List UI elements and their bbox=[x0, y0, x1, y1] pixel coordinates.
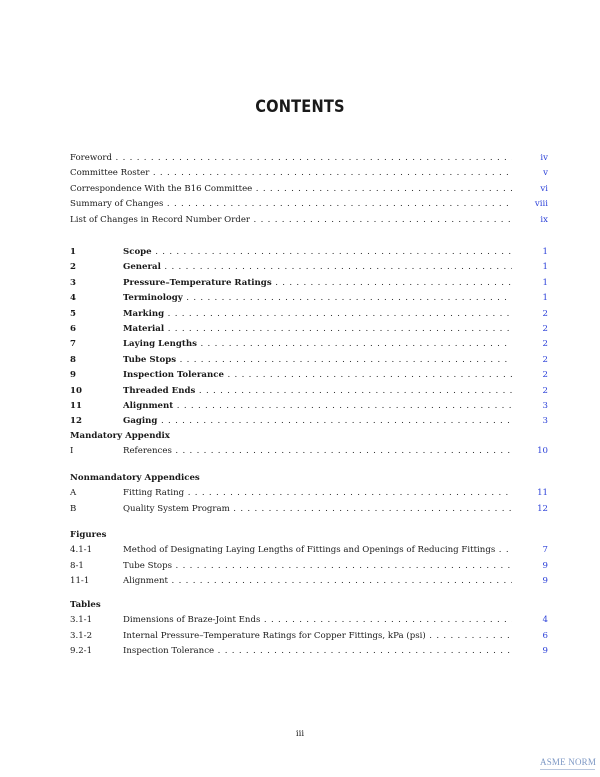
section-heading: Tables bbox=[70, 600, 101, 610]
toc-entry-section[interactable] bbox=[70, 245, 548, 260]
entry-label: Method of Designating Laying Lengths of Fittings and Openings of Reducing Fittings bbox=[123, 545, 496, 556]
watermark-logo bbox=[540, 757, 596, 770]
toc-entry-table[interactable] bbox=[70, 629, 548, 644]
entry-number: 4.1-1 bbox=[70, 545, 93, 556]
entry-label: Laying Lengths bbox=[123, 339, 197, 350]
entry-number: 6 bbox=[70, 323, 76, 334]
entry-label: Inspection Tolerance bbox=[123, 646, 215, 657]
toc-entry-section[interactable] bbox=[70, 414, 548, 429]
entry-label: List of Changes in Record Number Order bbox=[70, 214, 251, 225]
entry-label: Alignment bbox=[123, 400, 174, 411]
page-title: CONTENTS bbox=[255, 97, 345, 117]
page-link[interactable]: 9 bbox=[542, 560, 548, 571]
toc-entry-section[interactable] bbox=[70, 322, 548, 337]
entry-label: Marking bbox=[123, 308, 165, 319]
page-link[interactable]: 4 bbox=[542, 615, 548, 626]
entry-label: References bbox=[123, 446, 172, 457]
section-heading: Mandatory Appendix bbox=[70, 431, 170, 441]
page-link[interactable]: 2 bbox=[542, 354, 548, 365]
toc-entry-section[interactable] bbox=[70, 337, 548, 352]
toc-entry-foreword[interactable] bbox=[70, 151, 548, 166]
entry-number: A bbox=[70, 488, 77, 499]
toc-entry-table[interactable] bbox=[70, 613, 548, 628]
toc-entry-figure[interactable] bbox=[70, 543, 548, 558]
entry-label: Committee Roster bbox=[70, 168, 150, 179]
page-link[interactable]: 9 bbox=[542, 576, 548, 587]
page-link[interactable]: 6 bbox=[542, 630, 548, 641]
entry-number: 4 bbox=[70, 293, 76, 304]
entry-label: Fitting Rating bbox=[123, 488, 185, 499]
page-link[interactable]: 2 bbox=[542, 339, 548, 350]
toc-entry-section[interactable] bbox=[70, 276, 548, 291]
toc-nonmandatory-appendices bbox=[70, 471, 548, 517]
entry-label: Dimensions of Braze-Joint Ends bbox=[123, 615, 261, 626]
page-link[interactable]: 9 bbox=[542, 646, 548, 657]
watermark-text: ASME NORM bbox=[540, 757, 597, 767]
watermark-underline bbox=[540, 769, 595, 770]
entry-number: 9 bbox=[70, 370, 76, 381]
page-link[interactable]: 11 bbox=[537, 488, 548, 499]
entry-label: Tube Stops bbox=[123, 560, 173, 571]
toc-tables bbox=[70, 598, 548, 660]
page-link[interactable]: ix bbox=[540, 214, 548, 225]
entry-number: 8-1 bbox=[70, 560, 84, 571]
toc-entry-section[interactable] bbox=[70, 307, 548, 322]
page-link[interactable]: 2 bbox=[542, 370, 548, 381]
entry-label: Correspondence With the B16 Committee bbox=[70, 183, 253, 194]
toc-entry-appendix[interactable] bbox=[70, 502, 548, 517]
page-link[interactable]: 1 bbox=[542, 247, 548, 257]
page-link[interactable]: 10 bbox=[537, 446, 548, 457]
page-link[interactable]: 2 bbox=[542, 323, 548, 334]
toc-entry-section[interactable] bbox=[70, 384, 548, 399]
entry-number: 11-1 bbox=[70, 576, 90, 587]
section-heading: Nonmandatory Appendices bbox=[70, 473, 200, 483]
entry-number: 2 bbox=[70, 262, 76, 273]
entry-number: 10 bbox=[70, 385, 82, 396]
entry-number: 3 bbox=[70, 277, 76, 288]
entry-label: Terminology bbox=[123, 293, 183, 304]
toc-figures bbox=[70, 528, 548, 590]
page-link[interactable]: 2 bbox=[542, 308, 548, 319]
entry-label: Summary of Changes bbox=[70, 199, 164, 210]
entry-label: Quality System Program bbox=[123, 503, 230, 514]
page-number: iii bbox=[295, 729, 305, 739]
entry-number: 3.1-2 bbox=[70, 630, 93, 641]
toc-entry-figure[interactable] bbox=[70, 559, 548, 574]
entry-label: Alignment bbox=[123, 576, 168, 587]
toc-sections bbox=[70, 245, 548, 430]
page-link[interactable]: viii bbox=[534, 199, 548, 210]
section-heading: Figures bbox=[70, 530, 107, 540]
toc-entry-section[interactable] bbox=[70, 260, 548, 275]
page-link[interactable]: 1 bbox=[542, 293, 548, 304]
entry-label: Pressure–Temperature Ratings bbox=[123, 277, 272, 288]
entry-label: Inspection Tolerance bbox=[123, 370, 224, 381]
page-link[interactable]: iv bbox=[540, 153, 548, 163]
entry-number: 8 bbox=[70, 354, 76, 365]
toc-entry-section[interactable] bbox=[70, 368, 548, 383]
page-link[interactable]: vi bbox=[540, 183, 548, 194]
entry-label: Material bbox=[123, 323, 165, 334]
entry-number: 9.2-1 bbox=[70, 646, 93, 657]
page-link[interactable]: 12 bbox=[537, 503, 548, 514]
entry-number: 5 bbox=[70, 308, 76, 319]
page-link[interactable]: 1 bbox=[542, 262, 548, 273]
entry-label: Threaded Ends bbox=[123, 385, 196, 396]
toc-mandatory-appendix bbox=[70, 429, 548, 460]
toc-entry-section[interactable] bbox=[70, 353, 548, 368]
entry-number: I bbox=[70, 446, 74, 457]
toc-entry-list-of-changes[interactable] bbox=[70, 213, 548, 228]
toc-entry-correspondence[interactable] bbox=[70, 182, 548, 197]
entry-number: B bbox=[70, 503, 77, 514]
entry-number: 12 bbox=[70, 416, 82, 427]
toc-entry-appendix[interactable] bbox=[70, 486, 548, 501]
toc-entry-section[interactable] bbox=[70, 399, 548, 414]
entry-label: General bbox=[123, 262, 161, 273]
entry-label: Foreword bbox=[70, 153, 112, 163]
toc-entry-figure[interactable] bbox=[70, 574, 548, 589]
page-link[interactable]: 7 bbox=[542, 545, 548, 556]
entry-label: Tube Stops bbox=[123, 354, 177, 365]
entry-label: Internal Pressure–Temperature Ratings for Copper Fittings, kPa (psi) bbox=[123, 630, 426, 641]
entry-label: Gaging bbox=[123, 416, 158, 427]
toc-entry-section[interactable] bbox=[70, 291, 548, 306]
page-link[interactable]: 2 bbox=[542, 385, 548, 396]
page-link[interactable]: 3 bbox=[542, 400, 548, 411]
toc-entry-summary-of-changes[interactable] bbox=[70, 197, 548, 212]
entry-number: 7 bbox=[70, 339, 76, 350]
toc-entry-table[interactable] bbox=[70, 644, 548, 659]
page-link[interactable]: 3 bbox=[542, 416, 548, 427]
toc-entry-appendix[interactable] bbox=[70, 444, 548, 459]
page-link[interactable]: 1 bbox=[542, 277, 548, 288]
entry-number: 11 bbox=[70, 400, 82, 411]
toc-entry-committee-roster[interactable] bbox=[70, 166, 548, 181]
page-link[interactable]: v bbox=[543, 168, 548, 179]
entry-label: Scope bbox=[123, 247, 152, 257]
entry-number: 3.1-1 bbox=[70, 615, 93, 626]
entry-number: 1 bbox=[70, 247, 76, 257]
toc-front-matter bbox=[70, 151, 548, 228]
